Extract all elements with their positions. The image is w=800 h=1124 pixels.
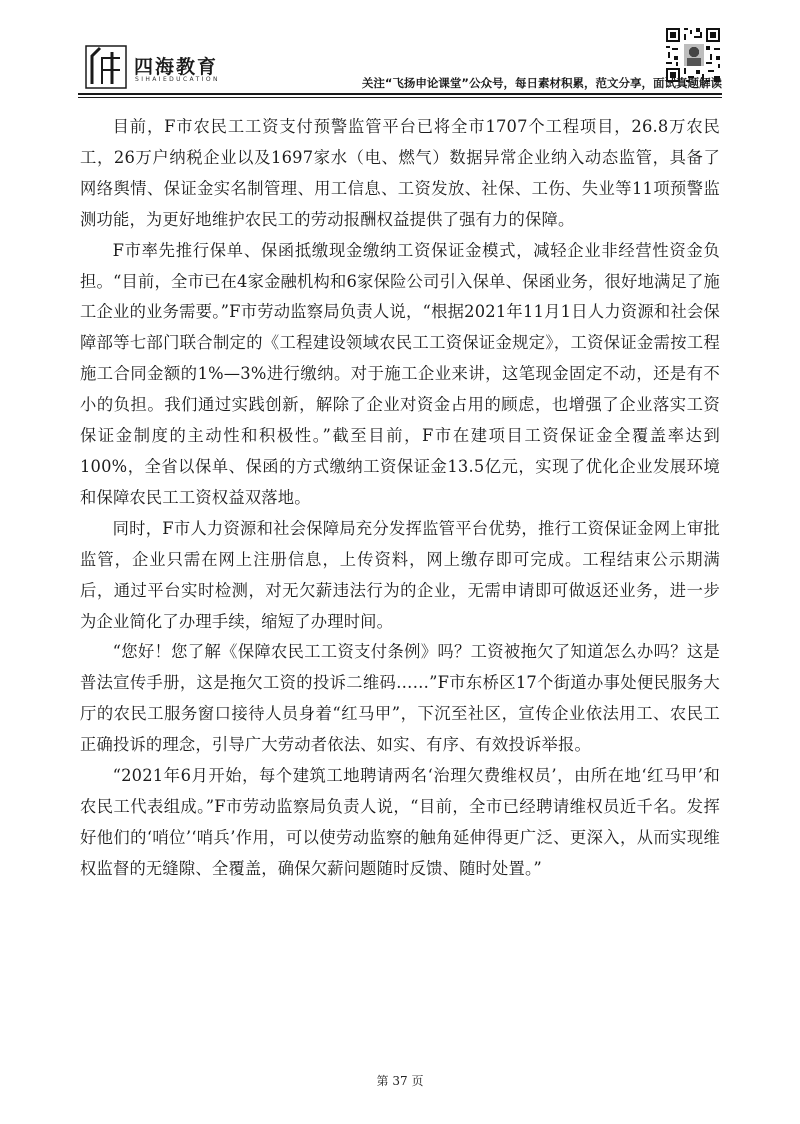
logo-subtitle: SIHAIEDUCATION [135, 76, 220, 83]
paragraph: F市率先推行保单、保函抵缴现金缴纳工资保证金模式，减轻企业非经营性资金负担。“目前，全市已在4家金融机构和6家保险公司引入保单、保函业务，很好地满足了施工企业的业务需要。”F市劳动监察局负责人说，“根据2021年11月1日人力资源和社会保障部等七部门联合制定的《工程建设领域农民工工资保证金规定》，工资保证金需按工程施工合同金额的1%—3%进行缴纳。对于施工企业来讲，这笔现金固定不动，还是有不小的负担。我们通过实践创新，解除了企业对资金占用的顾虑，也增强了企业落实工资保证金制度的主动性和积极性。”截至目前，F市在建项目工资保证金全覆盖率达到100%，全省以保单、保函的方式缴纳工资保证金13.5亿元，实现了优化企业发展环境和保障农民工工资权益双落地。 [80, 240, 720, 507]
page-number: 第 37 页 [376, 1074, 424, 1088]
paragraph: 同时，F市人力资源和社会保障局充分发挥监管平台优势，推行工资保证金网上审批监管，企业只需在网上注册信息，上传资料，网上缴存即可完成。工程结束公示期满后，通过平台实时检测，对无欠薪违法行为的企业，无需申请即可做返还业务，进一步为企业简化了办理手续，缩短了办理时间。 [80, 518, 720, 631]
header-slogan: 关注“飞扬申论课堂”公众号，每日素材积累，范文分享，面试真题解读 [361, 76, 722, 90]
page-header [0, 0, 800, 100]
paragraph: 目前，F市农民工工资支付预警监管平台已将全市1707个工程项目，26.8万农民工，26万户纳税企业以及1697家水（电、燃气）数据异常企业纳入动态监管，具备了网络舆情、保证金实名制管理、用工信息、工资发放、社保、工伤、失业等11项预警监测功能，为更好地维护农民工的劳动报酬权益提供了强有力的保障。 [80, 117, 720, 229]
paragraph: “您好！您了解《保障农民工工资支付条例》吗？工资被拖欠了知道怎么办吗？这是普法宣传手册，这是拖欠工资的投诉二维码……”F市东桥区17个街道办事处便民服务大厅的农民工服务窗口接待人员身着“红马甲”，下沉至社区，宣传企业依法用工、农民工正确投诉的理念，引导广大劳动者依法、如实、有序、有效投诉举报。 [80, 642, 720, 755]
paragraph: “2021年6月开始，每个建筑工地聘请两名‘治理欠费维权员’，由所在地‘红马甲’和农民工代表组成。”F市劳动监察局负责人说，“目前，全市已经聘请维权员近千名。发挥好他们的‘哨位’‘哨兵’作用，可以使劳动监察的触角延伸得更广泛、更深入，从而实现维权监督的无缝隙、全覆盖，确保欠薪问题随时反馈、随时处置。” [80, 766, 720, 878]
header-divider-thin [78, 97, 722, 98]
sihai-logo-icon [84, 44, 128, 90]
article-body [80, 112, 720, 885]
logo-text: 四海教育 [134, 56, 219, 78]
header-divider [78, 93, 722, 95]
